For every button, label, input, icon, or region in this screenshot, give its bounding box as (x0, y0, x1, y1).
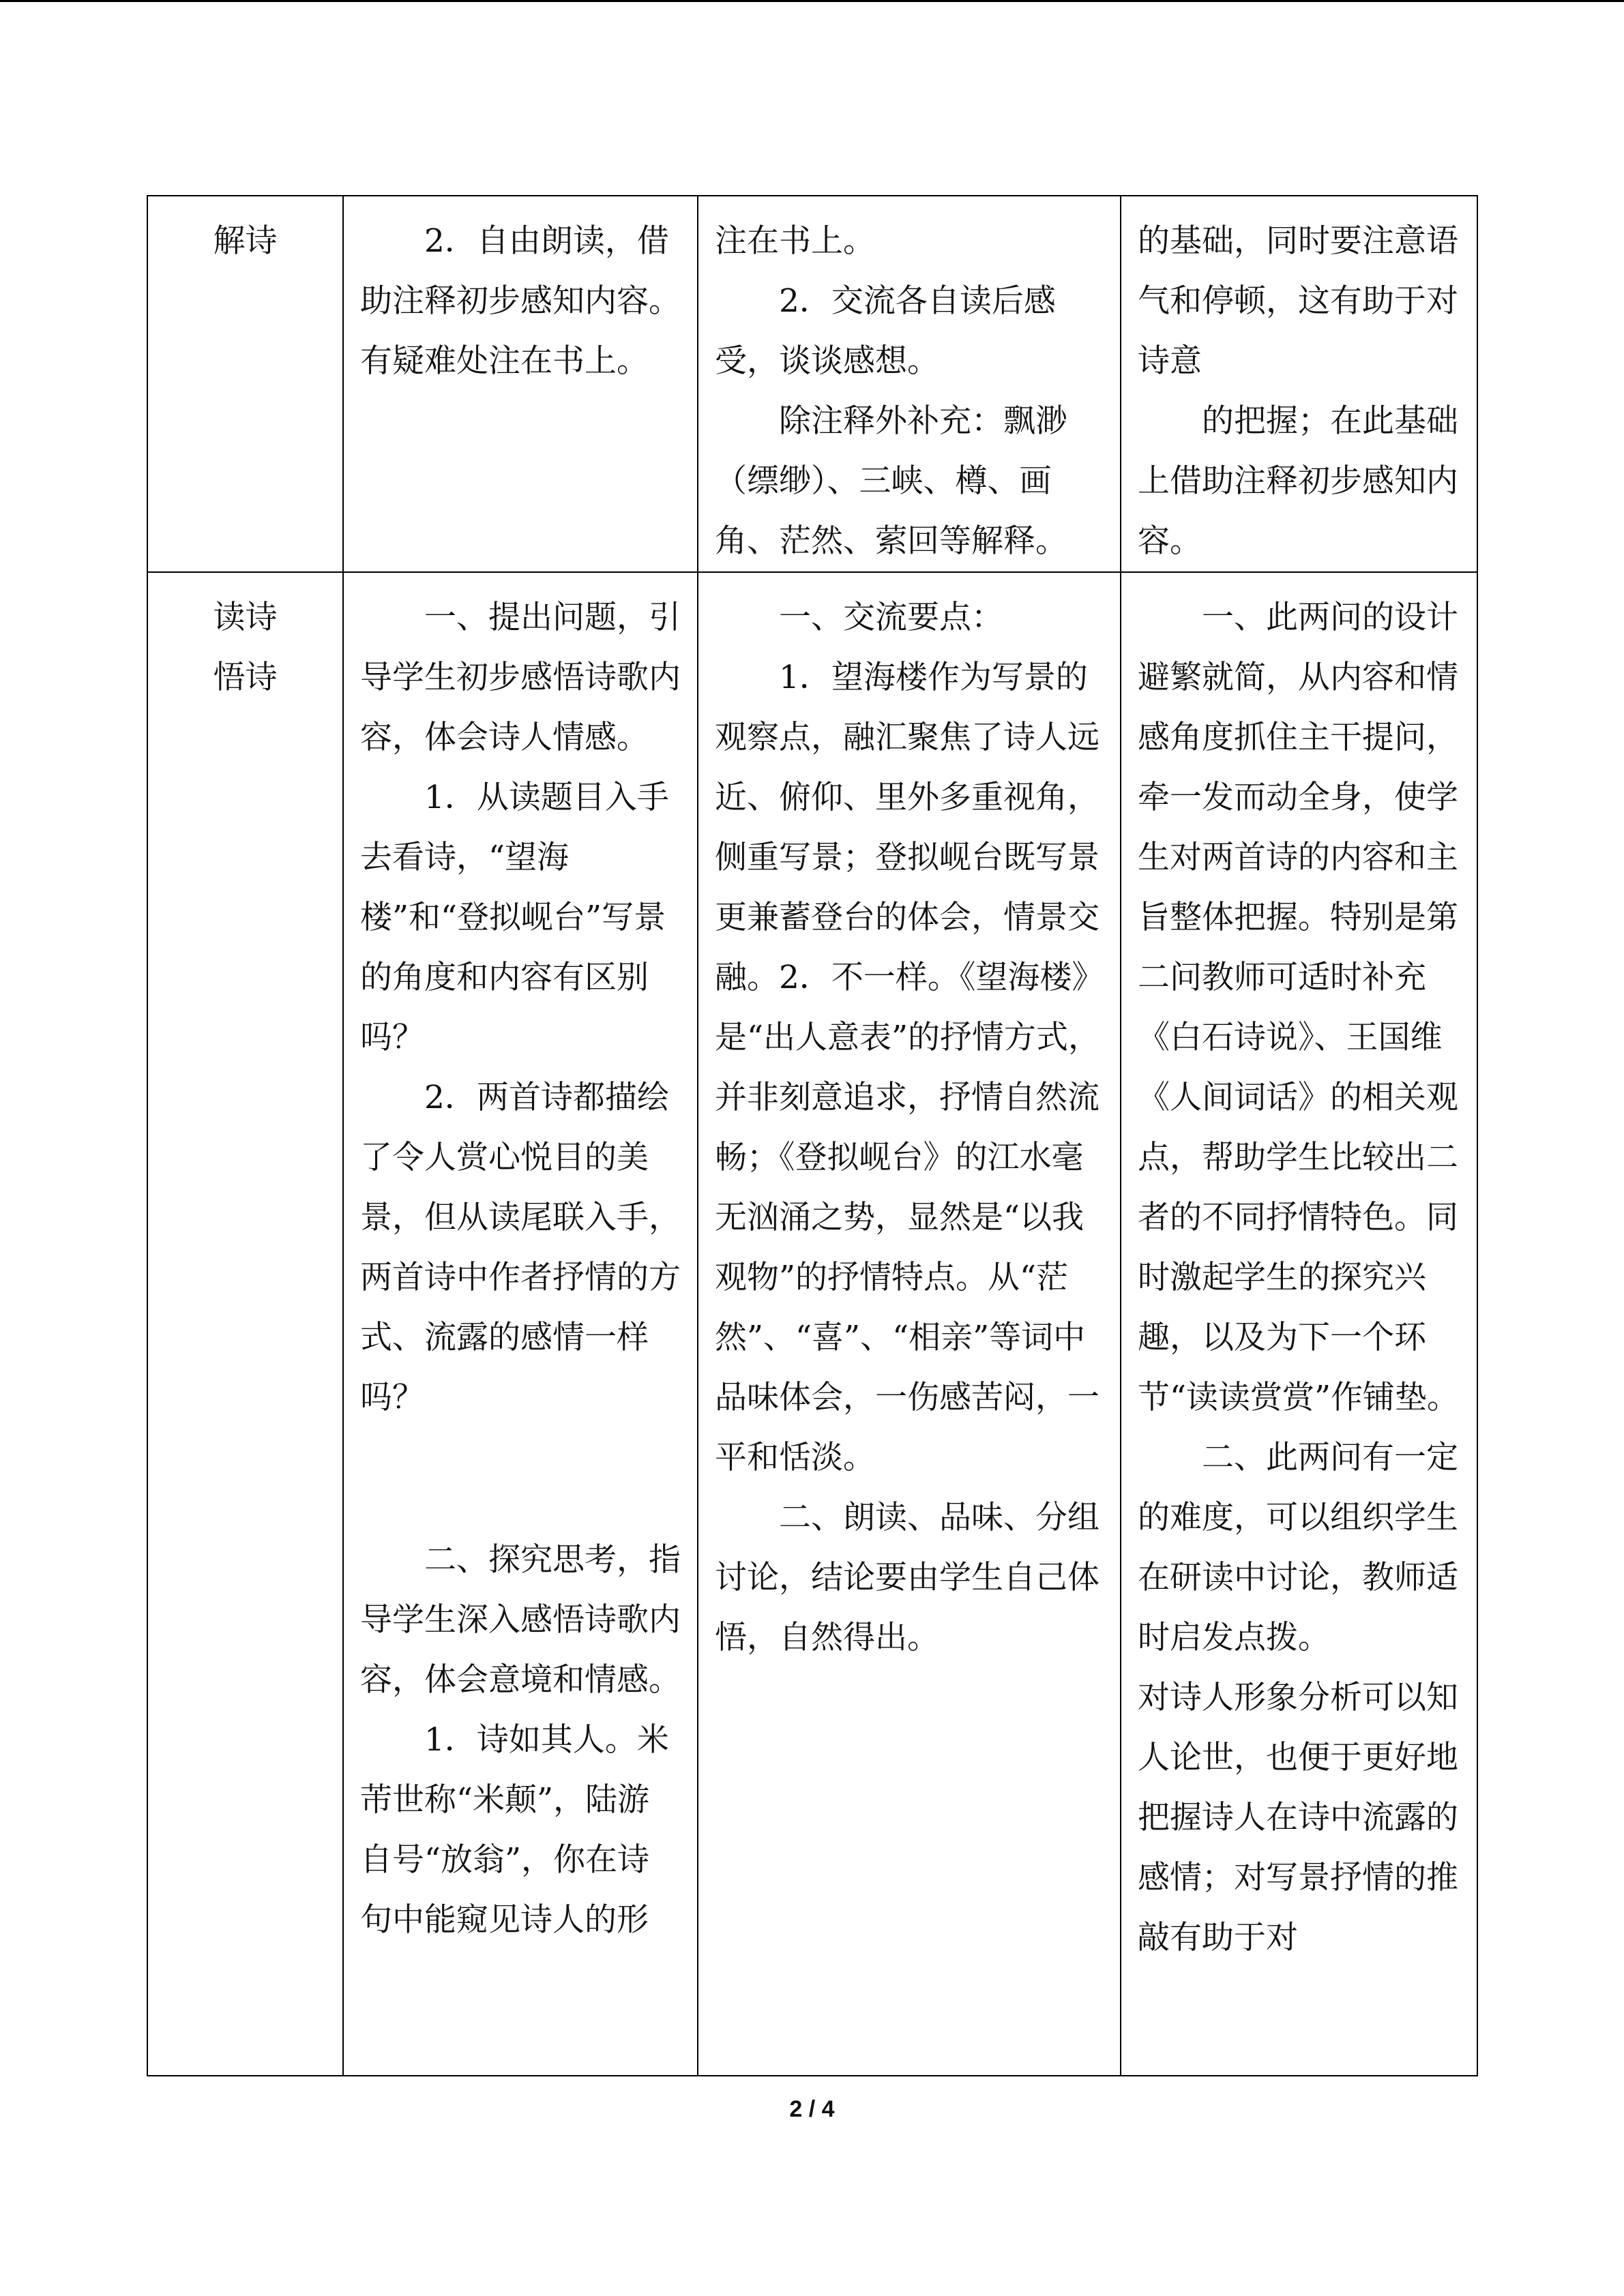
teacher-paragraph: 2．两首诗都描绘了令人赏心悦目的美景，但从读尾联入手，两首诗中作者抒情的方式、流露的感情一样吗？ (360, 1079, 681, 1416)
student-activity-cell (698, 572, 1121, 2076)
design-intent-cell (1121, 572, 1477, 2076)
teacher-paragraph: 1．诗如其人。米芾世称“米颠”，陆游自号“放翁”，你在诗句中能窥见诗人的形 (360, 1721, 669, 1939)
student-paragraph: 1．望海楼作为写景的观察点，融汇聚焦了诗人远近、俯仰、里外多重视角，侧重写景；登拟岘台既写景更兼蓄登台的体会，情景交融。2．不一样。《望海楼》是“出人意表”的抒情方式，并非刻意追求，抒情自然流畅；《登拟岘台》的江水毫无汹涌之势，显然是“以我观物”的抒情特点。从“茫然”、“喜”、“相亲”等词中品味体会，一伤感苦闷，一平和恬淡。 (715, 659, 1101, 1476)
page-number: 2 / 4 (789, 2096, 835, 2122)
stage-label-line: 悟诗 (213, 659, 278, 696)
design-paragraph: 的把握；在此基础上借助注释初步感知内容。 (1138, 402, 1458, 560)
stage-cell (147, 572, 343, 2076)
design-paragraph: 的基础，同时要注意语气和停顿，这有助于对诗意 (1138, 222, 1458, 380)
design-paragraph: 一、此两问的设计避繁就简，从内容和情感角度抓住主干提问，牵一发而动全身，使学生对两首诗的内容和主旨整体把握。特别是第二问教师可适时补充《白石诗说》、王国维《人间词话》的相关观点，帮助学生比较出二者的不同抒情特色。同时激起学生的探究兴趣，以及为下一个环节“读读赏赏”作铺垫。 (1138, 599, 1460, 1416)
teacher-paragraph: 1．从读题目入手去看诗，“望海楼”和“登拟岘台”写景的角度和内容有区别吗？ (360, 779, 669, 1056)
teacher-activity-cell (343, 572, 698, 2076)
student-paragraph: 除注释外补充：飘渺（缥缈）、三峡、樽、画角、茫然、萦回等解释。 (715, 402, 1067, 560)
table-row (147, 196, 1477, 572)
stage-label: 解诗 (213, 222, 278, 260)
stage-label-line: 读诗 (213, 599, 278, 636)
student-activity-cell (698, 196, 1121, 572)
design-intent-cell (1121, 196, 1477, 572)
student-paragraph: 2．交流各自读后感受，谈谈感想。 (715, 282, 1056, 380)
student-paragraph: 二、朗读、品味、分组讨论，结论要由学生自己体悟，自然得出。 (715, 1499, 1099, 1656)
student-paragraph: 注在书上。 (715, 222, 875, 260)
lesson-plan-table (147, 195, 1478, 2076)
design-paragraph: 二、此两问有一定的难度，可以组织学生在研读中讨论，教师适时启发点拨。 (1138, 1439, 1458, 1656)
teacher-paragraph: 二、探究思考，指导学生深入感悟诗歌内容，体会意境和情感。 (360, 1541, 681, 1699)
teacher-paragraph: 2．自由朗读，借助注释初步感知内容。有疑难处注在书上。 (360, 222, 681, 380)
student-paragraph: 一、交流要点： (779, 599, 1003, 636)
table-row (147, 572, 1477, 2076)
teacher-paragraph: 一、提出问题，引导学生初步感悟诗歌内容，体会诗人情感。 (360, 599, 681, 756)
design-paragraph: 对诗人形象分析可以知人论世，也便于更好地把握诗人在诗中流露的感情；对写景抒情的推敲有助于对 (1138, 1679, 1458, 1956)
stage-cell (147, 196, 343, 572)
teacher-activity-cell (343, 196, 698, 572)
